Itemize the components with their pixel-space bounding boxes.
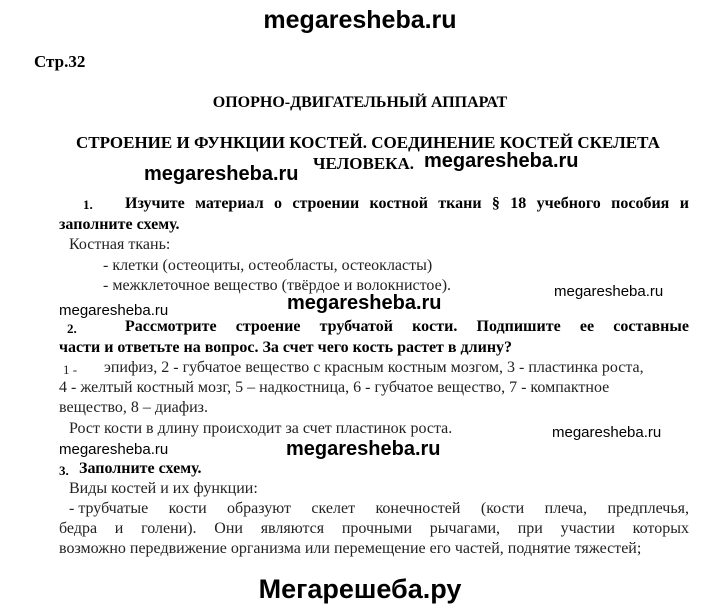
word: бедра [59,520,98,537]
answer-number: 1 - [63,362,78,377]
word: - трубчатые [69,500,149,517]
word: костной [369,195,428,212]
task1-question-line2: заполните схему. [59,216,180,233]
watermark-inline: megaresheba.ru [424,150,579,172]
word: составные [613,318,689,335]
word: § [491,195,500,212]
word: материал [195,195,264,212]
task2-question-line1 [125,318,689,336]
word: и [114,520,124,537]
watermark-inline: megaresheba.ru [287,292,442,314]
watermark-side: megaresheba.ru [554,283,664,300]
task3-line2 [59,520,689,538]
task2-conclusion: Рост кости в длину происходит за счет пластинок роста. [69,420,453,437]
task-number: 3. [59,463,69,478]
watermark-side: megaresheba.ru [552,424,662,441]
task2-question-line2: части и ответьте на вопрос. За счет чего кость растет в длину? [59,339,513,356]
word: ткани [438,195,482,212]
list-item: - межклеточное вещество (твёрдое и волокнистое). [103,277,452,294]
word: которых [632,520,689,537]
task3-line3: возможно передвижение организма или перемещение его частей, поднятие тяжестей; [59,540,642,557]
word: трубчатой [319,318,394,335]
word: образуют [227,500,291,517]
word: Рассмотрите [125,318,217,335]
word: о [274,195,283,212]
word: Изучите [125,195,185,212]
page-number: Стр.32 [34,52,86,71]
watermark-side: megaresheba.ru [59,302,169,319]
watermark-side: megaresheba.ru [59,441,169,458]
word: конечностей [375,500,461,517]
task2-answer-line1: эпифиз, 2 - губчатое вещество с красным костным мозгом, 3 - пластинка роста, [104,359,644,376]
watermark-inline: megaresheba.ru [286,438,441,460]
watermark-inline: megaresheba.ru [144,163,299,185]
watermark-top: megaresheba.ru [263,6,457,34]
word: строении [292,195,360,212]
word: участии [560,520,615,537]
task3-question: Заполните схему. [79,460,202,477]
word: голени). [141,520,197,537]
word: прочными [341,520,413,537]
word: пособия [611,195,670,212]
word: являются [260,520,325,537]
task1-answer-title: Костная ткань: [69,236,171,253]
task2-answer-line3: вещество, 8 – диафиз. [59,399,208,416]
word: рычагами, [429,520,501,537]
section-heading: ОПОРНО-ДВИГАТЕЛЬНЫЙ АППАРАТ [212,94,508,111]
topic-heading-line1: СТРОЕНИЕ И ФУНКЦИИ КОСТЕЙ. СОЕДИНЕНИЕ КОСТЕЙ СКЕЛЕТА [76,133,660,152]
task2-answer-line2: 4 - желтый костный мозг, 5 – надкостница, 6 - губчатое вещество, 7 - компактное [59,379,610,396]
word: ее [579,318,595,335]
word: строение [235,318,301,335]
word: учебного [536,195,601,212]
word: Подпишите [476,318,561,335]
word: (кости [480,500,525,517]
task-number: 1. [83,197,93,212]
word: предплечья, [607,500,689,517]
word: кости. [412,318,458,335]
task-number: 2. [67,321,77,336]
task3-answer-title: Виды костей и их функции: [69,480,258,497]
word: при [517,520,543,537]
list-item: - клетки (остеоциты, остеобласты, остеокласты) [103,257,433,274]
word: кости [168,500,207,517]
word: скелет [311,500,356,517]
task1-question-line1 [125,195,689,213]
task3-line1 [69,500,689,518]
word: Они [214,520,243,537]
topic-heading-line2: ЧЕЛОВЕКА. [313,154,415,173]
word: и [679,195,689,212]
word: плеча, [544,500,588,517]
word: 18 [510,195,527,212]
watermark-bottom: Мегарешеба.ру [258,574,462,604]
